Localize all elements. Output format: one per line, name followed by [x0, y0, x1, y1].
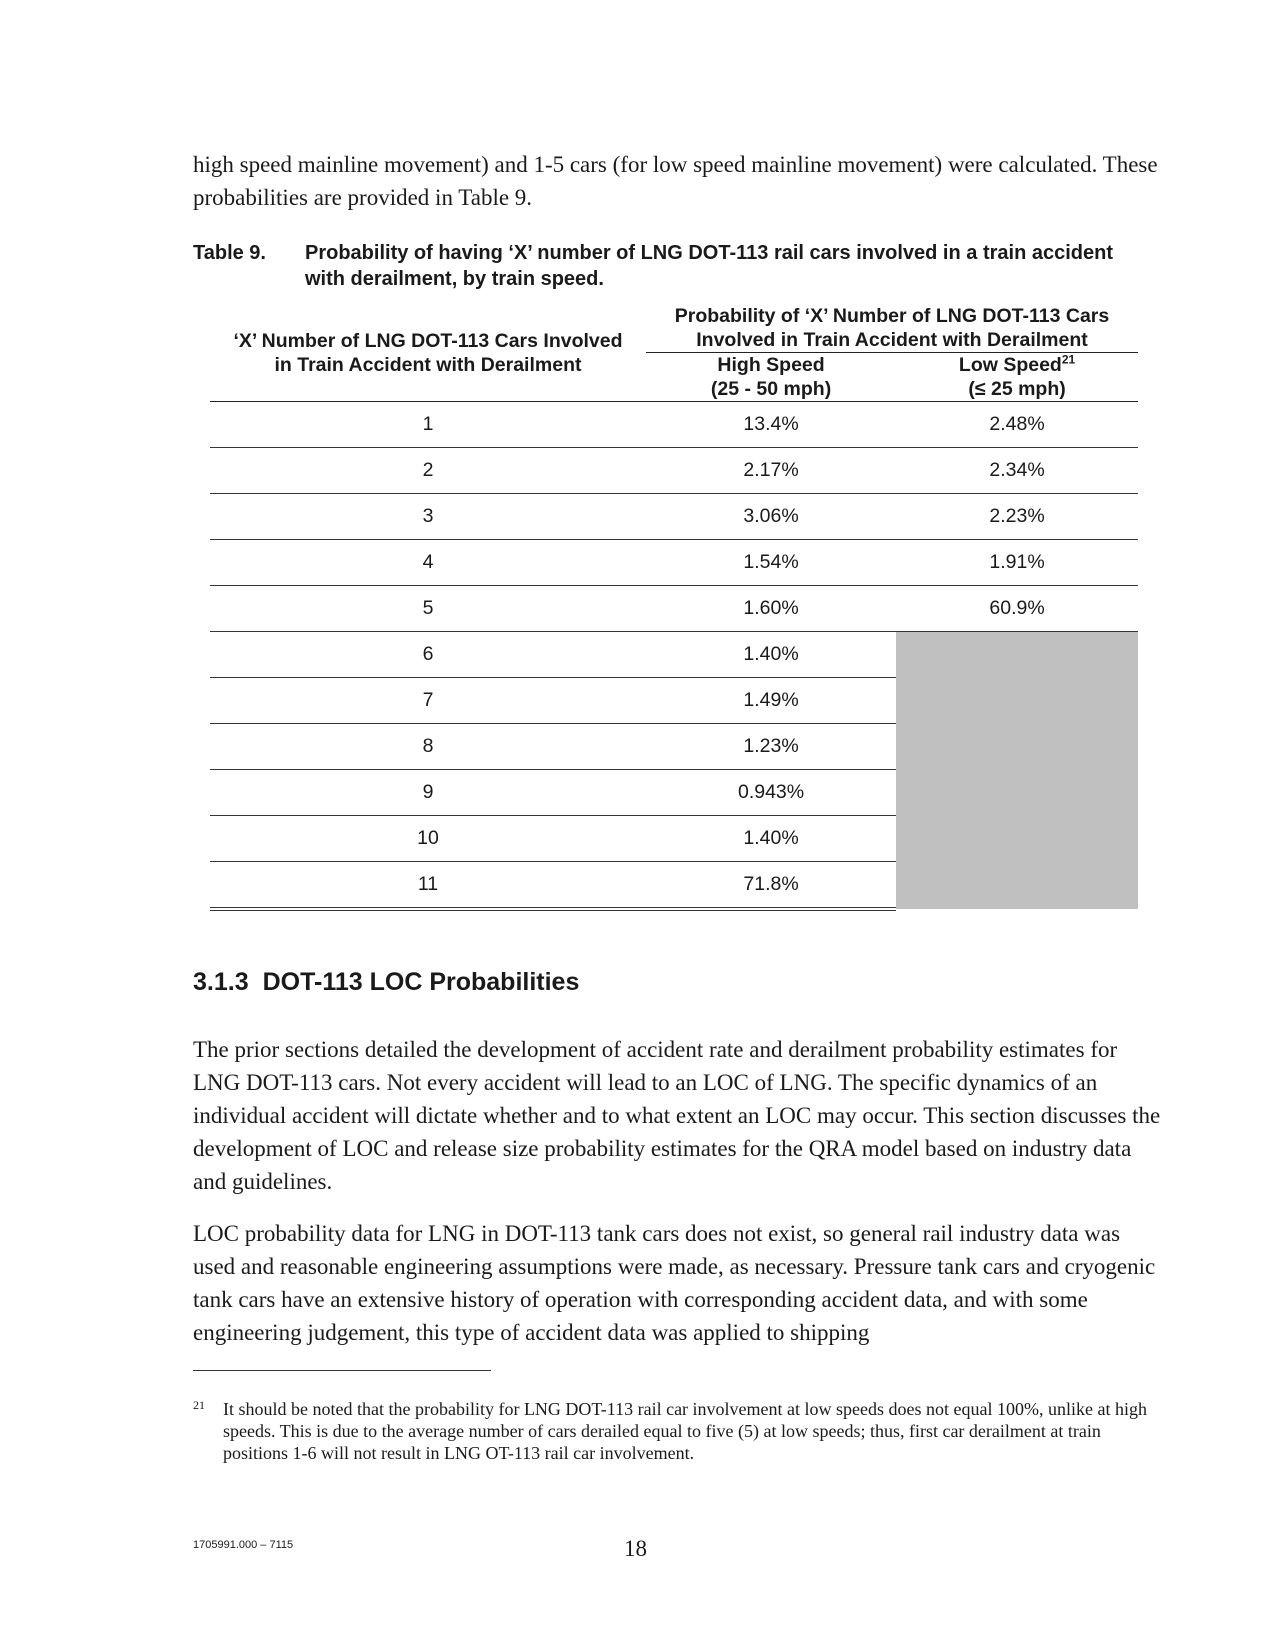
high-speed-cell: 0.943%: [646, 770, 896, 816]
high-speed-range: (25 - 50 mph): [710, 378, 832, 400]
high-speed-label: High Speed: [717, 354, 825, 376]
column-header-x-cars: [210, 304, 646, 402]
high-speed-cell: 1.23%: [646, 724, 896, 770]
table-row: [210, 448, 1138, 494]
table-row: [210, 540, 1138, 586]
table-caption-text: Probability of having ‘X’ number of LNG DOT-113 rail cars involved in a train accident with derailment, by train speed.: [305, 242, 1113, 290]
x-cars-cell: 2: [210, 448, 646, 494]
column-header-x-cars-line2: in Train Accident with Derailment: [274, 353, 582, 376]
probability-table: [210, 304, 1138, 911]
x-cars-cell: 6: [210, 632, 646, 678]
page-number: 18: [624, 1536, 647, 1561]
table-row: [210, 586, 1138, 632]
high-speed-cell: 1.54%: [646, 540, 896, 586]
section-title: DOT-113 LOC Probabilities: [262, 968, 580, 996]
footnote-ref-21: 21: [1061, 352, 1076, 367]
low-speed-label: Low Speed: [958, 354, 1062, 376]
x-cars-cell: 3: [210, 494, 646, 540]
column-header-low-speed: [896, 353, 1138, 402]
high-speed-cell: 2.17%: [646, 448, 896, 494]
high-speed-cell: 1.40%: [646, 816, 896, 862]
column-header-x-cars-line1: ‘X’ Number of LNG DOT-113 Cars Involved: [233, 329, 623, 352]
high-speed-cell: 1.60%: [646, 586, 896, 632]
table-row: [210, 632, 1138, 678]
footnote-separator: [193, 1370, 491, 1371]
table-row: [210, 402, 1138, 448]
high-speed-cell: 1.49%: [646, 678, 896, 724]
low-speed-shaded-na-cell: [896, 632, 1138, 910]
table-caption-number: Table 9.: [193, 242, 266, 264]
high-speed-cell: 1.40%: [646, 632, 896, 678]
low-speed-cell: 60.9%: [896, 586, 1138, 632]
document-number: 1705991.000 – 7115: [193, 1539, 294, 1551]
low-speed-range: (≤ 25 mph): [968, 378, 1066, 400]
footnote-number: 21: [193, 1398, 205, 1412]
group-header-line2: Involved in Train Accident with Derailment: [696, 329, 1088, 351]
low-speed-cell: 2.34%: [896, 448, 1138, 494]
high-speed-cell: 3.06%: [646, 494, 896, 540]
table-row: [210, 494, 1138, 540]
body-paragraph-2: LOC probability data for LNG in DOT-113 tank cars does not exist, so general rail industry data was used and reasonable engineering assumptions were made, as necessary. Pressure tank cars and cryogenic tank cars have an extensive history of operation with corresponding accident data, and with some engineering judgement, this type of accident data was applied to shipping: [193, 1221, 1156, 1345]
x-cars-cell: 4: [210, 540, 646, 586]
x-cars-cell: 1: [210, 402, 646, 448]
section-heading: [193, 968, 579, 997]
low-speed-cell: 1.91%: [896, 540, 1138, 586]
body-paragraph-1: The prior sections detailed the development of accident rate and derailment probability estimates for LNG DOT-113 cars. Not every accident will lead to an LOC of LNG. The specific dynamics of an individual accident will dictate whether and to what extent an LOC may occur. This section discusses the development of LOC and release size probability estimates for the QRA model based on industry data and guidelines.: [193, 1037, 1161, 1194]
footnote-text: It should be noted that the probability for LNG DOT-113 rail car involvement at low speeds does not equal 100%, unlike at high speeds. This is due to the average number of cars derailed equal to five (5) at low speeds; thus, first car derailment at train positions 1-6 will not result in LNG OT-113 rail car involvement.: [223, 1399, 1147, 1463]
x-cars-cell: 8: [210, 724, 646, 770]
group-header-line1: Probability of ‘X’ Number of LNG DOT-113 Cars: [674, 305, 1110, 327]
x-cars-cell: 11: [210, 862, 646, 910]
low-speed-label-row: [896, 353, 1138, 377]
high-speed-cell: 13.4%: [646, 402, 896, 448]
column-group-header-probability: [646, 304, 1138, 353]
x-cars-cell: 10: [210, 816, 646, 862]
high-speed-cell: 71.8%: [646, 862, 896, 910]
low-speed-cell: 2.48%: [896, 402, 1138, 448]
low-speed-cell: 2.23%: [896, 494, 1138, 540]
section-number: 3.1.3: [193, 968, 249, 996]
x-cars-cell: 9: [210, 770, 646, 816]
x-cars-cell: 7: [210, 678, 646, 724]
intro-paragraph: high speed mainline movement) and 1-5 cars (for low speed mainline movement) were calculated. These probabilities are provided in Table 9.: [193, 152, 1158, 210]
x-cars-cell: 5: [210, 586, 646, 632]
column-header-high-speed: [646, 353, 896, 402]
